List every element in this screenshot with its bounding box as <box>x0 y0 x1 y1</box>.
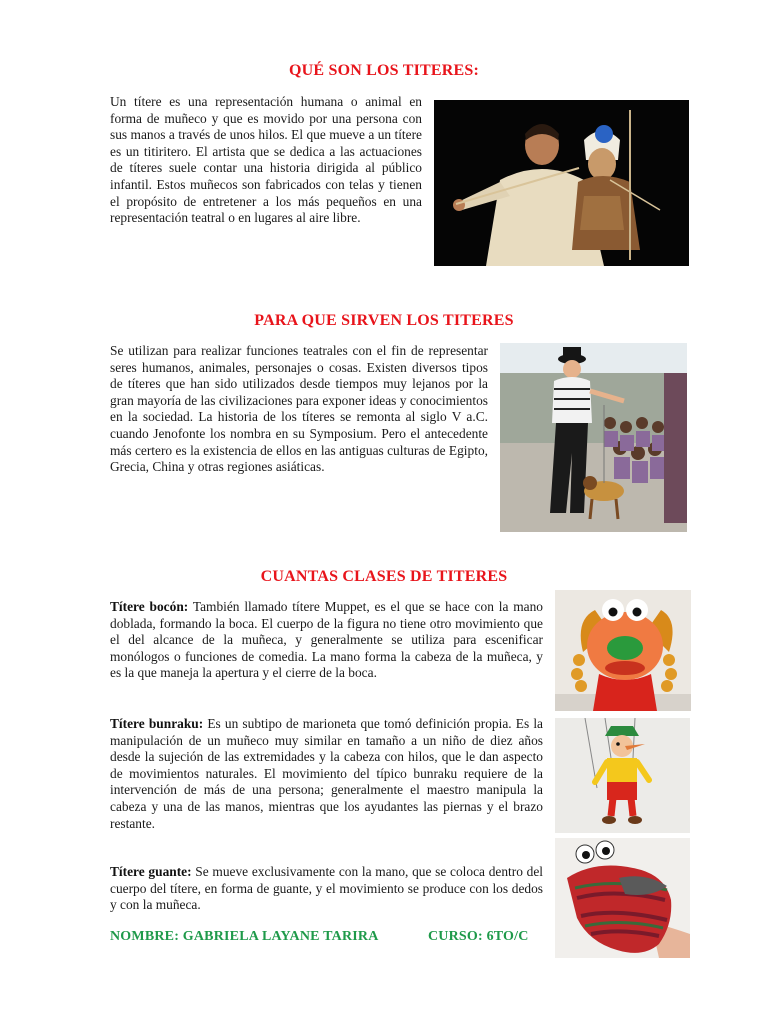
puppet-type-bocon <box>110 599 543 682</box>
course-label: CURSO: 6TO/C <box>428 929 529 944</box>
section-3-title: CUANTAS CLASES DE TITERES <box>260 568 508 585</box>
puppeteer-photo <box>434 100 689 266</box>
student-name: NOMBRE: GABRIELA LAYANE TARIRA <box>110 929 379 944</box>
puppet-type-term: Títere guante: <box>110 864 192 879</box>
section-1-text: Un títere es una representación humana o animal en forma de muñeco y que es movido por una persona con sus manos a través de unos hilos. El que mueve a un títere es un titiritero. El artista que se dedica a las actuaciones de títeres suele contar una historia dirigida al público infantil. Estos muñecos son fabricados con telas y tienen el propósito de entretener a los más pequeños en una representación teatral o en lugares al aire libre. <box>110 94 422 226</box>
puppet-type-description: Se mueve exclusivamente con la mano, que se coloca dentro del cuerpo del títere, en forma de guante, y el movimiento se produce con los dedos y con la muñeca. <box>110 864 543 913</box>
puppet-type-description: También llamado títere Muppet, es el que se hace con la mano doblada, formando la boca. El cuerpo de la figura no tiene otro movimiento que el del alcance de la muñeca, y generalmente se utiliza para escenificar monólogos o funciones de comedia. La mano forma la cabeza de la muñeca, y es la que maneja la apertura y el cierre de la boca. <box>110 599 543 681</box>
section-2-title: PARA QUE SIRVEN LOS TITERES <box>254 312 514 329</box>
puppet-type-bunraku <box>110 716 543 832</box>
street-show-photo <box>500 343 687 532</box>
glove-puppet-photo <box>555 838 690 958</box>
puppet-type-description: Es un subtipo de marioneta que tomó definición propia. Es la manipulación de un muñeco muy similar en tamaño a un niño de diez años desde la sujeción de las extremidades y la cabeza con hilos, que le dan aspecto de movimientos naturales. El movimiento del típico bunraku requiere de la intervención de más de una persona; generalmente el maestro manipula la cabeza y una de las manos, mientras que los ayudantes las piernas y el brazo restante. <box>110 716 543 831</box>
puppet-type-guante <box>110 864 543 914</box>
puppet-type-term: Títere bocón: <box>110 599 189 614</box>
puppet-type-term: Títere bunraku: <box>110 716 204 731</box>
marionette-photo <box>555 718 690 833</box>
section-1-title: QUÉ SON LOS TITERES: <box>289 62 479 79</box>
section-2-text: Se utilizan para realizar funciones teatrales con el fin de representar seres humanos, animales, personajes o cosas. Existen diversos tipos de títeres que han sido utilizados desde tiempos muy lejanos por la gran mayoría de las civilizaciones para exponer ideas y conocimientos en la sociedad. La historia de los títeres se remonta al siglo V a.C. cuando Jenofonte los nombra en su Symposium. Pero el antecedente más certero es la existencia de ellos en las antiguas culturas de Egipto, Grecia, China y otras regiones asiáticas. <box>110 343 488 475</box>
muppet-puppet-photo <box>555 590 691 711</box>
